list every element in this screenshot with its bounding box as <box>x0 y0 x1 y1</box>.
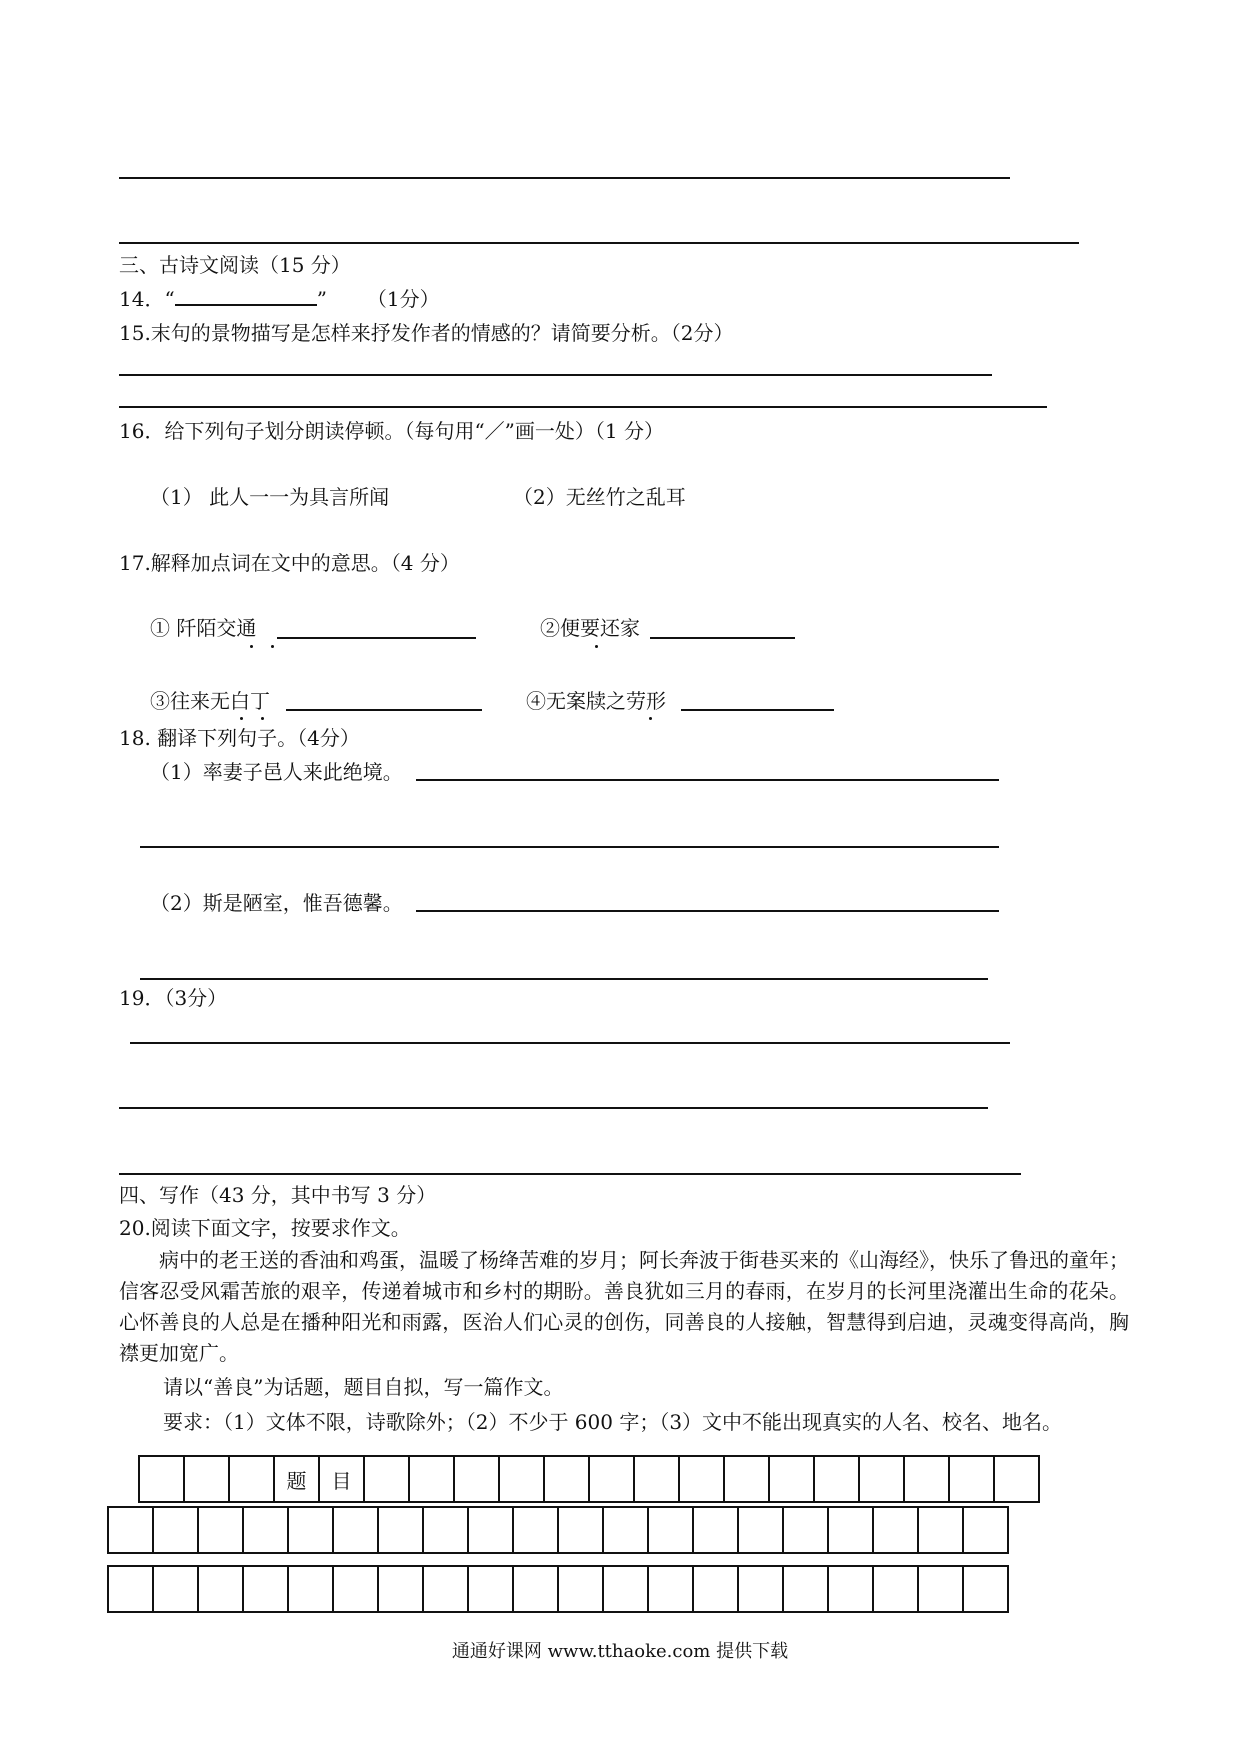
grid-cell[interactable] <box>199 1567 244 1611</box>
question-15: 15.末句的景物描写是怎样来抒发作者的情感的？请简要分析。（2分） <box>119 321 734 345</box>
grid-cell[interactable] <box>829 1567 874 1611</box>
grid-cell[interactable] <box>469 1567 514 1611</box>
grid-cell[interactable] <box>244 1567 289 1611</box>
answer-line[interactable] <box>119 242 1079 244</box>
grid-cell[interactable] <box>559 1567 604 1611</box>
answer-line[interactable] <box>119 1107 988 1109</box>
grid-cell[interactable] <box>109 1508 154 1552</box>
writing-grid-row <box>107 1565 1009 1613</box>
grid-cell[interactable] <box>770 1457 815 1501</box>
grid-cell[interactable] <box>919 1567 964 1611</box>
grid-cell[interactable] <box>140 1457 185 1501</box>
grid-cell[interactable] <box>334 1508 379 1552</box>
grid-cell[interactable] <box>424 1508 469 1552</box>
grid-cell[interactable] <box>604 1508 649 1552</box>
grid-cell[interactable] <box>905 1457 950 1501</box>
q14-prefix: 14．“ <box>119 287 175 311</box>
q17-blank-2[interactable] <box>650 637 795 639</box>
grid-cell[interactable] <box>995 1457 1040 1501</box>
grid-cell[interactable] <box>379 1567 424 1611</box>
grid-cell[interactable] <box>289 1508 334 1552</box>
q17-item-2: ②便要还家 <box>540 616 640 640</box>
grid-cell[interactable] <box>874 1567 919 1611</box>
grid-cell[interactable] <box>545 1457 590 1501</box>
grid-cell[interactable] <box>694 1567 739 1611</box>
q20-prompt: 请以“善良”为话题，题目自拟，写一篇作文。 <box>163 1375 564 1399</box>
grid-cell[interactable] <box>604 1567 649 1611</box>
grid-cell[interactable] <box>244 1508 289 1552</box>
emphasis-dot <box>595 645 598 648</box>
grid-cell[interactable] <box>590 1457 635 1501</box>
emphasis-dot <box>271 645 274 648</box>
grid-cell[interactable] <box>739 1508 784 1552</box>
grid-cell-title-2: 目 <box>320 1457 365 1501</box>
grid-cell[interactable] <box>514 1567 559 1611</box>
grid-cell[interactable] <box>739 1567 784 1611</box>
q16-item-2: （2）无丝竹之乱耳 <box>513 485 686 509</box>
answer-line[interactable] <box>119 1173 1021 1175</box>
q17-blank-1[interactable] <box>277 637 476 639</box>
q17-blank-4[interactable] <box>681 709 834 711</box>
grid-cell[interactable] <box>694 1508 739 1552</box>
q17-item-3: ③往来无白丁 <box>150 689 270 713</box>
answer-line[interactable] <box>416 779 999 781</box>
emphasis-dot <box>240 717 243 720</box>
grid-cell[interactable] <box>649 1508 694 1552</box>
q18-item-1: （1）率妻子邑人来此绝境。 <box>150 760 403 784</box>
answer-line[interactable] <box>140 978 988 980</box>
q17-item-1: ① 阡陌交通 <box>150 616 257 640</box>
q14-score: （1分） <box>366 287 440 311</box>
grid-cell[interactable] <box>455 1457 500 1501</box>
grid-cell[interactable] <box>860 1457 905 1501</box>
answer-line[interactable] <box>140 846 999 848</box>
q14-suffix: ” <box>316 287 327 311</box>
grid-cell[interactable] <box>230 1457 275 1501</box>
grid-cell[interactable] <box>154 1567 199 1611</box>
section-4-title: 四、写作（43 分，其中书写 3 分） <box>119 1183 437 1207</box>
grid-cell[interactable] <box>500 1457 545 1501</box>
grid-cell[interactable] <box>680 1457 725 1501</box>
section-3-title: 三、古诗文阅读（15 分） <box>119 253 351 277</box>
answer-line[interactable] <box>130 1042 1010 1044</box>
grid-cell[interactable] <box>874 1508 919 1552</box>
question-17: 17.解释加点词在文中的意思。（4 分） <box>119 551 460 575</box>
emphasis-dot <box>261 717 264 720</box>
grid-cell[interactable] <box>649 1567 694 1611</box>
grid-cell[interactable] <box>919 1508 964 1552</box>
answer-line[interactable] <box>119 406 1047 408</box>
q17-item-4: ④无案牍之劳形 <box>526 689 666 713</box>
grid-cell[interactable] <box>514 1508 559 1552</box>
answer-line[interactable] <box>119 374 992 376</box>
q17-blank-3[interactable] <box>286 709 482 711</box>
emphasis-dot <box>649 717 652 720</box>
grid-cell[interactable] <box>410 1457 455 1501</box>
question-16: 16．给下列句子划分朗读停顿。（每句用“／”画一处）（1 分） <box>119 419 664 443</box>
question-18: 18. 翻译下列句子。（4分） <box>119 726 360 750</box>
grid-cell[interactable] <box>289 1567 334 1611</box>
grid-cell[interactable] <box>815 1457 860 1501</box>
q14-blank[interactable] <box>175 304 317 306</box>
q16-item-1: （1） 此人一一为具言所闻 <box>150 485 390 509</box>
grid-cell[interactable] <box>950 1457 995 1501</box>
grid-cell[interactable] <box>635 1457 680 1501</box>
question-14 <box>119 286 440 312</box>
grid-cell[interactable] <box>154 1508 199 1552</box>
question-19: 19．（3分） <box>119 986 228 1010</box>
grid-cell[interactable] <box>379 1508 424 1552</box>
grid-cell[interactable] <box>559 1508 604 1552</box>
grid-cell[interactable] <box>109 1567 154 1611</box>
grid-cell[interactable] <box>365 1457 410 1501</box>
grid-cell[interactable] <box>964 1567 1009 1611</box>
question-20: 20.阅读下面文字，按要求作文。 <box>119 1216 411 1240</box>
grid-cell[interactable] <box>334 1567 379 1611</box>
q18-item-2: （2）斯是陋室，惟吾德馨。 <box>150 891 403 915</box>
grid-cell[interactable] <box>964 1508 1009 1552</box>
answer-line[interactable] <box>119 177 1010 179</box>
q20-passage: 病中的老王送的香油和鸡蛋，温暖了杨绛苦难的岁月；阿长奔波于街巷买来的《山海经》，快乐了鲁迅的童年；信客忍受风霜苦旅的艰辛，传递着城市和乡村的期盼。善良犹如三月的春雨，在岁月的长河里浇灌出生命的花朵。心怀善良的人总是在播种阳光和雨露，医治人们心灵的创伤，同善良的人接触，智慧得到启迪，灵魂变得高尚，胸襟更加宽广。 <box>119 1248 1129 1365</box>
grid-cell[interactable] <box>185 1457 230 1501</box>
writing-grid-row <box>107 1506 1009 1554</box>
grid-cell[interactable] <box>725 1457 770 1501</box>
grid-cell[interactable] <box>784 1508 829 1552</box>
emphasis-dot <box>250 645 253 648</box>
grid-cell-title-1: 题 <box>275 1457 320 1501</box>
grid-cell[interactable] <box>199 1508 244 1552</box>
answer-line[interactable] <box>416 910 999 912</box>
grid-cell[interactable] <box>469 1508 514 1552</box>
writing-grid-title-row <box>138 1455 1040 1503</box>
grid-cell[interactable] <box>784 1567 829 1611</box>
q20-requirements: 要求：（1）文体不限，诗歌除外；（2）不少于 600 字；（3）文中不能出现真实的人名、校名、地名。 <box>163 1410 1063 1434</box>
grid-cell[interactable] <box>424 1567 469 1611</box>
grid-cell[interactable] <box>829 1508 874 1552</box>
page-footer: 通通好课网 www.tthaoke.com 提供下载 <box>451 1641 789 1662</box>
